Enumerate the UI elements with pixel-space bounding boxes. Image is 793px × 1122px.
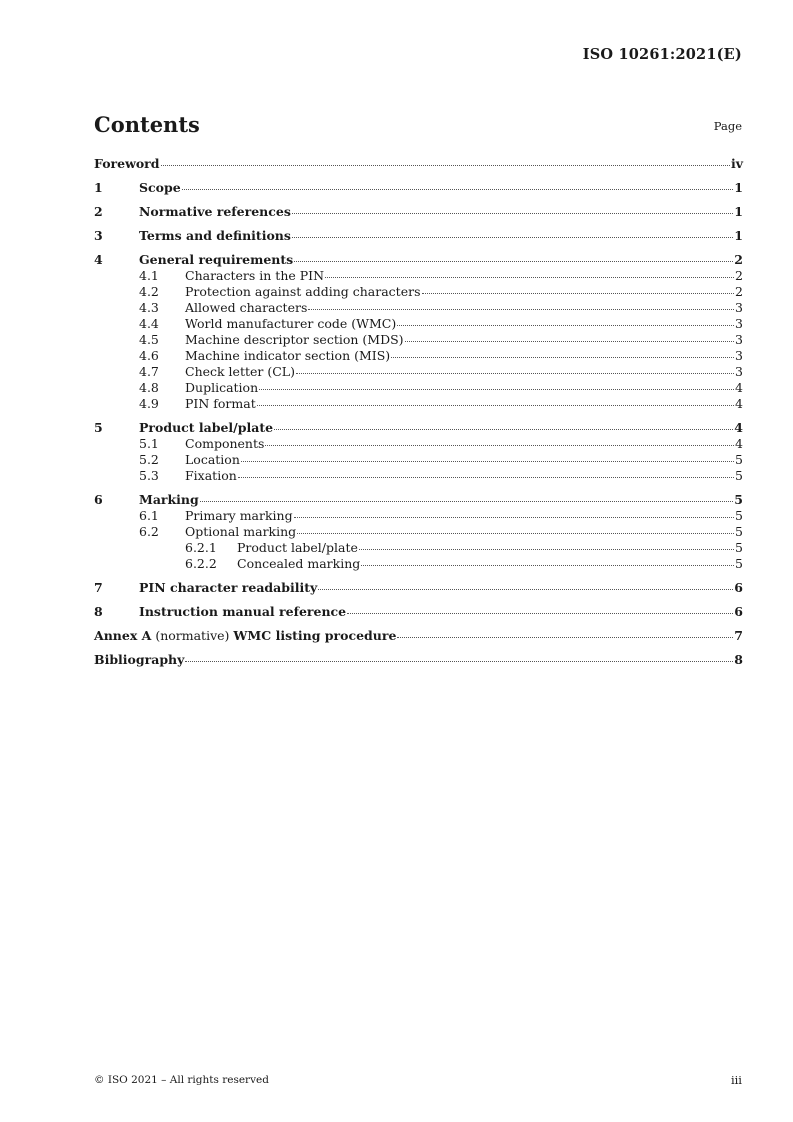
toc-entry-page: 3 (735, 332, 743, 347)
dot-leader (161, 165, 730, 166)
dot-leader (361, 565, 734, 566)
page-column-label: Page (713, 119, 742, 133)
dot-leader (257, 405, 734, 406)
dot-leader (397, 637, 733, 638)
toc-entry-number: 8 (94, 604, 103, 619)
dot-leader (347, 613, 733, 614)
toc-entry-title: PIN character readability (139, 580, 318, 595)
toc-entry-title: Concealed marking (237, 556, 361, 571)
toc-entry-page: 4 (735, 436, 743, 451)
toc-entry-page: 3 (735, 316, 743, 331)
toc-entry-number: 4.8 (139, 380, 159, 395)
table-of-contents (94, 153, 743, 668)
toc-entry-title: Product label/plate (139, 420, 274, 435)
toc-entry-title: Scope (139, 180, 181, 195)
toc-entry[interactable] (94, 556, 743, 572)
toc-entry-page: 2 (734, 252, 743, 267)
dot-leader (391, 357, 734, 358)
toc-entry-title: Components (185, 436, 265, 451)
toc-entry-number: 5 (94, 420, 103, 435)
toc-entry-number: 4.9 (139, 396, 159, 411)
toc-entry-number: 6.1 (139, 508, 159, 523)
dot-leader (296, 373, 734, 374)
toc-entry-number: 4.5 (139, 332, 159, 347)
toc-entry[interactable] (94, 540, 743, 556)
toc-entry-title: PIN format (185, 396, 256, 411)
toc-entry-page: 2 (735, 284, 743, 299)
toc-entry-title: Allowed characters (185, 300, 308, 315)
toc-entry-title: Characters in the PIN (185, 268, 325, 283)
toc-entry[interactable] (94, 252, 743, 268)
toc-entry-page: 4 (735, 396, 743, 411)
toc-entry[interactable] (94, 204, 743, 220)
toc-entry[interactable] (94, 284, 743, 300)
toc-entry-title: Protection against adding characters (185, 284, 421, 299)
toc-entry-title (94, 628, 396, 644)
toc-entry-number: 5.2 (139, 452, 159, 467)
toc-entry[interactable] (94, 364, 743, 380)
toc-entry-page: 5 (735, 468, 743, 483)
toc-entry[interactable] (94, 396, 743, 412)
toc-entry-page: 7 (734, 628, 743, 643)
toc-entry-number: 6.2.1 (185, 540, 217, 555)
toc-entry[interactable] (94, 228, 743, 244)
toc-entry-number: 3 (94, 228, 103, 243)
toc-entry-title: Fixation (185, 468, 237, 483)
toc-entry-title: Marking (139, 492, 199, 507)
toc-entry[interactable] (94, 436, 743, 452)
annex-type: (normative) (151, 628, 234, 643)
toc-entry-page: 4 (734, 420, 743, 435)
toc-entry[interactable] (94, 652, 743, 668)
annex-title: WMC listing procedure (233, 628, 397, 643)
toc-entry-page: 5 (735, 452, 743, 467)
dot-leader (294, 261, 733, 262)
toc-entry[interactable] (94, 348, 743, 364)
toc-entry-title: Check letter (CL) (185, 364, 295, 379)
toc-entry[interactable] (94, 316, 743, 332)
toc-entry-number: 6 (94, 492, 103, 507)
dot-leader (422, 293, 735, 294)
toc-entry[interactable] (94, 380, 743, 396)
dot-leader (318, 589, 733, 590)
dot-leader (294, 517, 734, 518)
toc-entry-title: World manufacturer code (WMC) (185, 316, 397, 331)
footer-page-number: iii (730, 1073, 742, 1087)
toc-entry[interactable] (94, 180, 743, 196)
toc-entry-title: Product label/plate (237, 540, 358, 555)
toc-entry-number: 4.3 (139, 300, 159, 315)
toc-entry[interactable] (94, 332, 743, 348)
dot-leader (405, 341, 734, 342)
toc-entry[interactable] (94, 628, 743, 644)
toc-entry[interactable] (94, 604, 743, 620)
toc-entry-page: iv (730, 156, 743, 171)
toc-entry-number: 7 (94, 580, 103, 595)
toc-entry-number: 4.6 (139, 348, 159, 363)
toc-entry-title: Optional marking (185, 524, 297, 539)
toc-entry[interactable] (94, 156, 743, 172)
toc-entry-page: 6 (734, 604, 743, 619)
contents-heading: Contents (94, 112, 200, 137)
dot-leader (265, 445, 734, 446)
toc-entry-page: 5 (734, 492, 743, 507)
dot-leader (241, 461, 734, 462)
dot-leader (292, 213, 733, 214)
dot-leader (292, 237, 733, 238)
toc-entry-page: 1 (734, 204, 743, 219)
dot-leader (238, 477, 734, 478)
toc-entry-page: 1 (734, 228, 743, 243)
toc-entry-number: 6.2.2 (185, 556, 217, 571)
toc-entry-title: Machine descriptor section (MDS) (185, 332, 404, 347)
toc-entry-page: 3 (735, 348, 743, 363)
toc-entry-page: 3 (735, 300, 743, 315)
toc-entry[interactable] (94, 492, 743, 508)
toc-entry-page: 8 (734, 652, 743, 667)
toc-entry-page: 5 (735, 540, 743, 555)
annex-label: Annex A (94, 628, 152, 643)
toc-entry[interactable] (94, 508, 743, 524)
dot-leader (325, 277, 734, 278)
dot-leader (274, 429, 733, 430)
toc-entry-title: Normative references (139, 204, 291, 219)
toc-entry-number: 4.4 (139, 316, 159, 331)
toc-entry-title: General requirements (139, 252, 294, 267)
toc-entry[interactable] (94, 268, 743, 284)
toc-entry-number: 4.1 (139, 268, 159, 283)
dot-leader (308, 309, 734, 310)
toc-entry-page: 5 (735, 524, 743, 539)
toc-entry-number: 1 (94, 180, 103, 195)
toc-entry-page: 6 (734, 580, 743, 595)
toc-entry-title: Machine indicator section (MIS) (185, 348, 391, 363)
toc-entry-page: 2 (735, 268, 743, 283)
toc-entry[interactable] (94, 580, 743, 596)
toc-entry-page: 4 (735, 380, 743, 395)
toc-entry-number: 6.2 (139, 524, 159, 539)
toc-entry-number: 4.7 (139, 364, 159, 379)
toc-entry[interactable] (94, 524, 743, 540)
document-identifier: ISO 10261:2021(E) (582, 46, 742, 63)
toc-entry-title: Bibliography (94, 652, 185, 667)
dot-leader (259, 389, 734, 390)
toc-entry-number: 2 (94, 204, 103, 219)
toc-entry-title: Location (185, 452, 240, 467)
dot-leader (297, 533, 734, 534)
toc-entry-number: 5.1 (139, 436, 159, 451)
toc-entry-title: Instruction manual reference (139, 604, 347, 619)
toc-entry[interactable] (94, 452, 743, 468)
toc-entry-page: 1 (734, 180, 743, 195)
dot-leader (182, 189, 734, 190)
toc-entry-title: Duplication (185, 380, 259, 395)
toc-entry-number: 4.2 (139, 284, 159, 299)
footer-copyright: © ISO 2021 – All rights reserved (94, 1074, 269, 1086)
toc-entry-title: Terms and definitions (139, 228, 291, 243)
dot-leader (200, 501, 734, 502)
toc-entry-number: 5.3 (139, 468, 159, 483)
dot-leader (397, 325, 734, 326)
toc-entry-title: Primary marking (185, 508, 293, 523)
toc-entry[interactable] (94, 468, 743, 484)
toc-entry[interactable] (94, 300, 743, 316)
toc-entry[interactable] (94, 420, 743, 436)
toc-entry-page: 5 (735, 556, 743, 571)
toc-entry-number: 4 (94, 252, 103, 267)
dot-leader (185, 661, 733, 662)
toc-entry-page: 3 (735, 364, 743, 379)
toc-entry-title: Foreword (94, 156, 160, 171)
dot-leader (359, 549, 734, 550)
toc-entry-page: 5 (735, 508, 743, 523)
